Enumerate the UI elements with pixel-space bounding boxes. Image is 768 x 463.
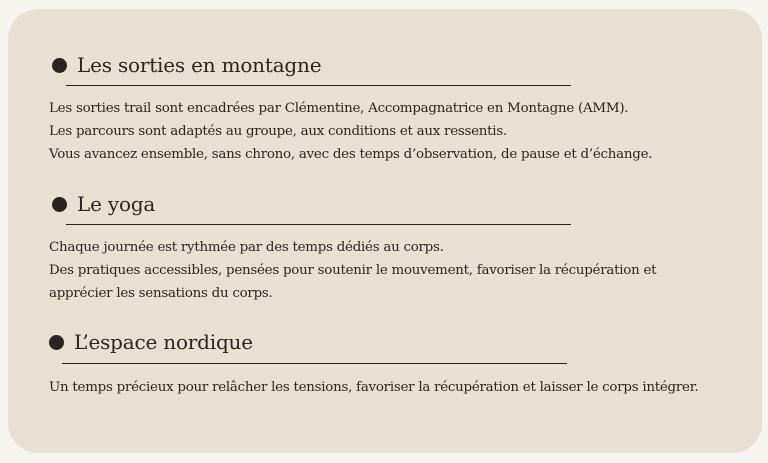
body-line: Chaque journée est rythmée par des temps dédiés au corps. xyxy=(49,240,444,255)
section-divider xyxy=(66,224,571,225)
section-title: Le yoga xyxy=(77,192,156,216)
body-line: Les parcours sont adaptés au groupe, aux conditions et aux ressentis. xyxy=(49,124,507,139)
bullet-icon xyxy=(52,197,67,212)
bullet-icon xyxy=(52,58,67,73)
section-body xyxy=(49,97,652,166)
section-body xyxy=(49,236,656,305)
section-heading xyxy=(52,190,155,218)
section-body xyxy=(49,376,698,399)
body-line: Les sorties trail sont encadrées par Clémentine, Accompagnatrice en Montagne (AMM). xyxy=(49,101,629,116)
section-divider xyxy=(62,363,567,364)
section-heading xyxy=(49,328,253,356)
body-line: Des pratiques accessibles, pensées pour soutenir le mouvement, favoriser la récupération et xyxy=(49,263,657,278)
body-line: Vous avancez ensemble, sans chrono, avec des temps d’observation, de pause et d’échange. xyxy=(49,147,653,162)
info-card xyxy=(8,9,762,453)
section-title: Les sorties en montagne xyxy=(77,53,322,77)
body-line: Un temps précieux pour relâcher les tensions, favoriser la récupération et laisser le corps intégrer. xyxy=(49,380,699,395)
section-divider xyxy=(66,85,571,86)
section-title: L’espace nordique xyxy=(74,330,253,354)
body-line: apprécier les sensations du corps. xyxy=(49,286,273,301)
section-heading xyxy=(52,51,321,79)
bullet-icon xyxy=(49,335,64,350)
